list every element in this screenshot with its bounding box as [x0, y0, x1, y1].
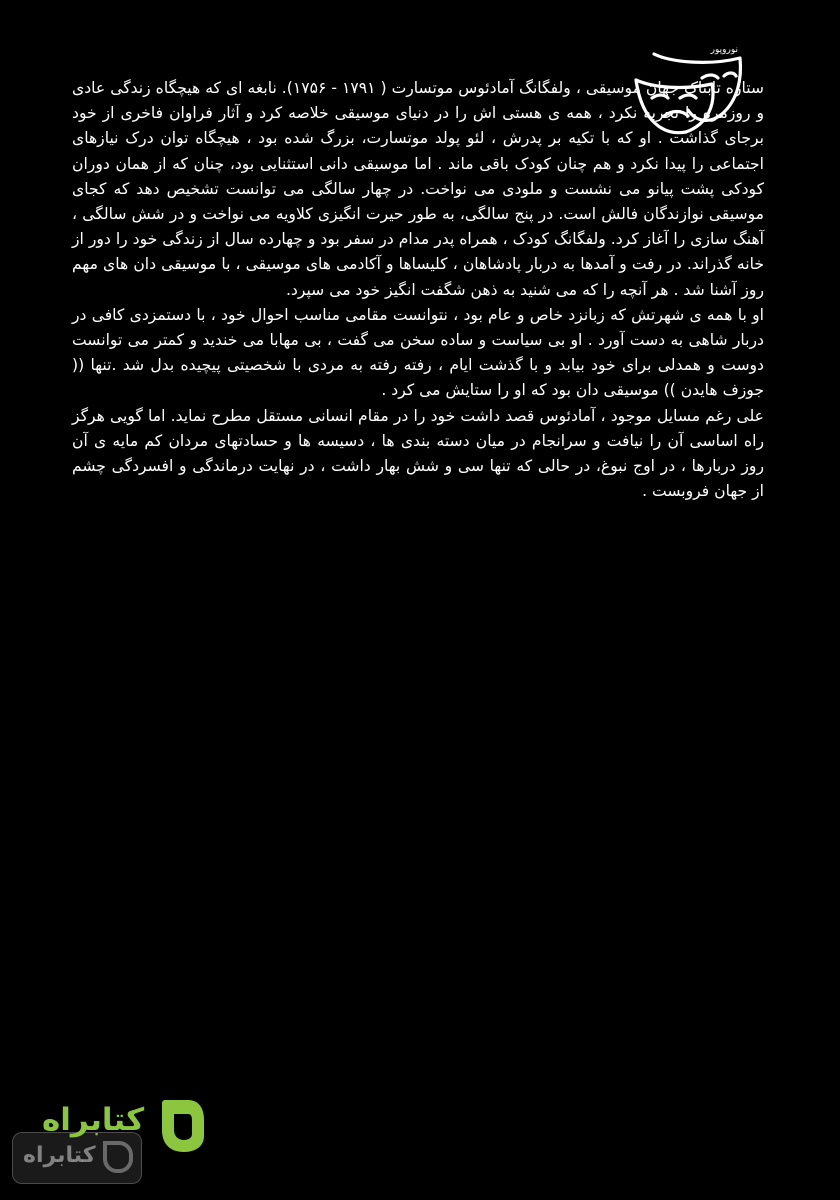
paragraph-3: علی رغم مسایل موجود ، آمادئوس قصد داشت خود را در مقام انسانی مستقل مطرح نماید. اما گویی هرگز راه اساسی آن را نیافت و سرانجام در میان دسته بندی ها ، دسیسه ها و حسادتهای مردان کم مایه ی آن روز دربارها ، در اوج نبوغ، در حالی که تنها سی و شش بهار داشت ، در نهایت درماندگی و افسردگی چشم از جهان فروبست . — [72, 406, 764, 501]
publisher-lettering: نوروپور — [710, 45, 738, 55]
paragraph-2: او با همه ی شهرتش که زبانزد خاص و عام بود ، نتوانست مقامی مناسب احوال خود ، با دستمزدی کافی در دربار شاهی به دست آورد . او بی سیاست و ساده سخن می گفت ، بی مهابا می خندید و کمتر می توانست دوست و همدلی برای خود بیابد و با گذشت ایام ، رفته رفته به مردی با شخصیتی پیچیده بدل شد .تنها (( جوزف هایدن )) موسیقی دان بود که او را ستایش می کرد . — [72, 305, 764, 400]
watermark-faded-text: کتابراه — [23, 1143, 96, 1168]
watermark-faded-badge — [12, 1132, 142, 1184]
ketabrah-logo-icon — [158, 1096, 208, 1154]
watermark-name: کتابراه — [42, 1102, 145, 1138]
article-text — [72, 76, 764, 504]
ketabrah-logo-faded-icon — [103, 1141, 133, 1173]
paragraph-1: ستاره تابناک جهان موسیقی ، ولفگانگ آمادئوس موتسارت ( ۱۷۹۱ - ۱۷۵۶). نابغه ای که هیچگاه زندگی عادی و روزمره را تجربه نکرد ، همه ی هستی اش را در دنیای موسیقی خلاصه کرد و آثار فراوان فاخری از خود برجای گذاشت . او که با تکیه بر پدرش ، لئو پولد موتسارت، بزرگ شده بود ، هیچگاه توان درک نیازهای اجتماعی را پیدا نکرد و هم چنان کودک باقی ماند . اما موسیقی دانی استثنایی بود، چنان که از همان دوران کودکی پشت پیانو می نشست و ملودی می نواخت. در چهار سالگی می توانست تشخیص دهد که کجای موسیقی نوازندگان فالش است. در پنج سالگی، به طور حیرت انگیزی کلاویه می نواخت و در شش سالگی ، آهنگ سازی را آغاز کرد. ولفگانگ کودک ، همراه پدر مدام در سفر بود و چهارده سال از زندگی خود را دور از خانه گذراند. در رفت و آمدها به دربار پادشاهان ، کلیساها و آکادمی های موسیقی ، با موسیقی دان های مهم روز آشنا شد . هر آنچه را که می شنید به ذهن شگفت انگیز خود می سپرد. — [72, 79, 764, 299]
ketabrah-watermark — [8, 1090, 214, 1190]
